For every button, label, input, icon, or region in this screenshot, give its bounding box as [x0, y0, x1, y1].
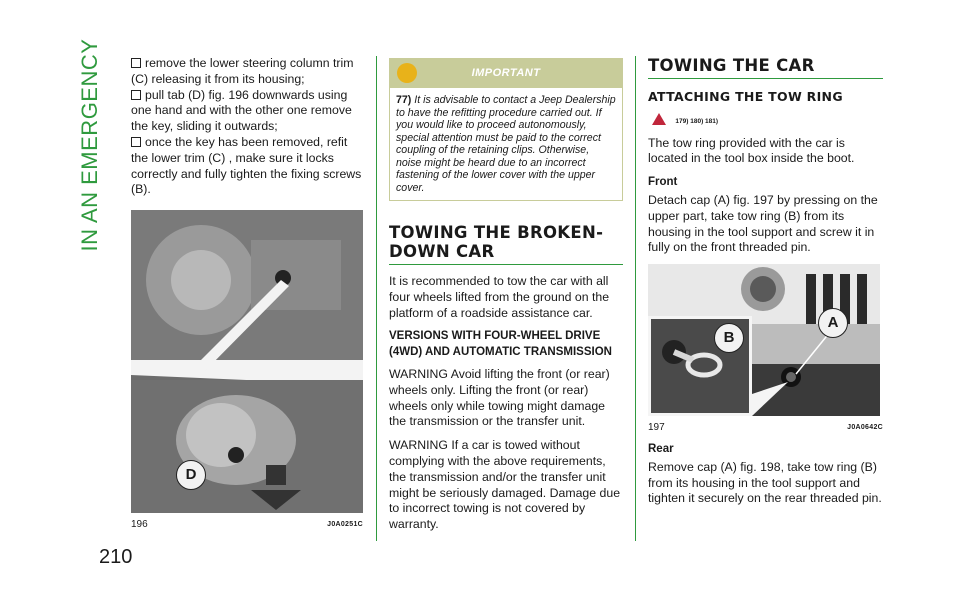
front-bumper-illustration	[648, 264, 880, 416]
column-divider	[376, 56, 377, 541]
figure-number: 196	[131, 519, 148, 531]
tow-ring-intro: The tow ring provided with the car is located in the tool box inside the boot.	[648, 135, 855, 166]
figure-code: J0A0642C	[847, 424, 883, 432]
warning-refs-row	[648, 113, 883, 130]
figure-caption	[131, 517, 363, 533]
warning-paragraph-2: WARNING If a car is towed without complying with the above requirements, the transmission and/or the transfer unit might be seriously damaged. Damage due to incorrect towing is not covered by warranty.	[389, 438, 621, 532]
figure-196-image	[131, 210, 363, 513]
important-title: IMPORTANT	[471, 67, 541, 79]
list-item: remove the lower steering column trim (C) releasing it from its housing;	[131, 56, 354, 86]
figure-197-image	[648, 264, 880, 416]
checkbox-bullet-icon	[131, 90, 141, 100]
important-header	[389, 58, 623, 88]
figure-callout-b: B	[714, 323, 744, 353]
important-text: It is advisable to contact a Jeep Dealership to have the refitting procedure carried out. If you would like to proceed autonomously, special attention must be paid to the correct coupling of the retaining clips. Otherwise, noise might be heard due to an incorrect fastening of the lower cover with the upper cover.	[396, 94, 616, 194]
important-ref: 77)	[396, 94, 412, 106]
list-item: pull tab (D) fig. 196 downwards using one hand and with the other one remove the key, sliding it outwards;	[131, 87, 352, 134]
heading-rule	[648, 78, 883, 79]
list-item: once the key has been removed, refit the lower trim (C) , make sure it locks correctly and fully tighten the fixing screws (B).	[131, 134, 362, 197]
heading-line-2: DOWN CAR	[389, 242, 495, 261]
rear-label: Rear	[648, 442, 674, 455]
page-number: 210	[99, 546, 133, 568]
figure-callout-a: A	[818, 308, 848, 338]
figure-code: J0A0251C	[327, 521, 363, 529]
heading-towing-the-car: TOWING THE CAR	[648, 56, 815, 75]
important-box	[389, 58, 623, 201]
heading-rule	[389, 264, 623, 265]
checkbox-bullet-icon	[131, 137, 141, 147]
warning-triangle-icon	[652, 113, 666, 125]
column-3	[648, 56, 883, 515]
subheading-tow-ring: ATTACHING THE TOW RING	[648, 89, 843, 104]
column-1	[131, 56, 363, 533]
section-heading-towing-broken-down	[389, 223, 623, 265]
column-divider	[635, 56, 636, 541]
towing-intro: It is recommended to tow the car with all four wheels lifted from the ground on the platform of a roadside assistance car.	[389, 274, 610, 320]
rear-text: Remove cap (A) fig. 198, take tow ring (B) from its housing in the tool support and tighten it securely on the rear threaded pin.	[648, 459, 882, 506]
subheading-4wd: VERSIONS WITH FOUR-WHEEL DRIVE (4WD) AND AUTOMATIC TRANSMISSION	[389, 330, 612, 359]
front-label: Front	[648, 176, 678, 189]
figure-callout-d: D	[176, 460, 206, 490]
warning-refs: 179) 180) 181)	[675, 117, 719, 125]
figure-number: 197	[648, 422, 665, 434]
warning-paragraph-1: WARNING Avoid lifting the front (or rear) wheels only. Lifting the front (or rear) wheels only while towing might damage the transmission or the transfer unit.	[389, 366, 610, 429]
column-2	[389, 58, 623, 541]
checkbox-bullet-icon	[131, 58, 141, 68]
heading-line-1: TOWING THE BROKEN-	[389, 223, 604, 242]
section-title-vertical	[72, 40, 108, 250]
figure-caption	[648, 420, 883, 436]
important-body	[389, 88, 623, 201]
section-title: IN AN EMERGENCY	[77, 38, 102, 252]
front-text: Detach cap (A) fig. 197 by pressing on the upper part, take tow ring (B) from its housing in the tool support and screw it in fully on the front threaded pin.	[648, 192, 878, 255]
steering-column-illustration	[131, 210, 363, 513]
